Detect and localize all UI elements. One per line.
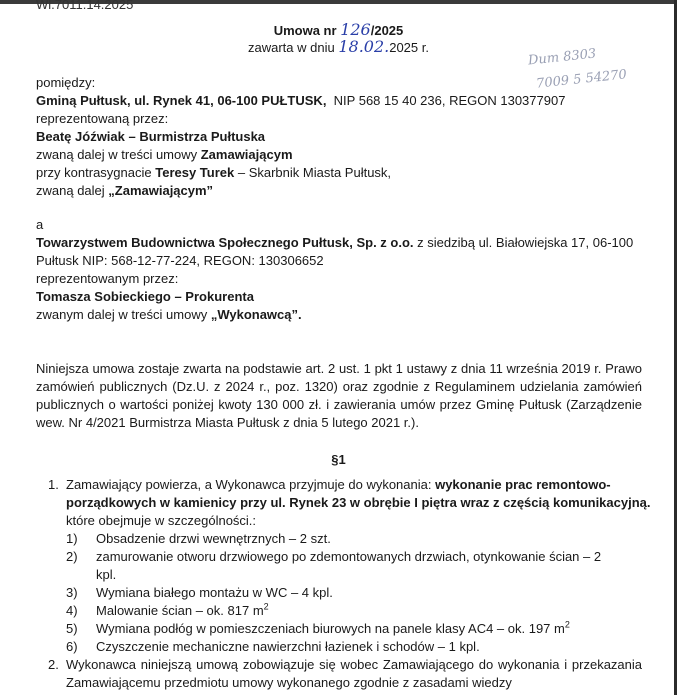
concluded-suffix: 2025 r. xyxy=(389,40,429,55)
point1-number: 1. xyxy=(48,477,59,492)
point1-bold-2: porządkowych w kamienicy przy ul. Rynek 23 w obrębie I piętra wraz z częścią komunikacyjną. xyxy=(66,495,651,510)
point1-line3: które obejmuje w szczególności.: xyxy=(66,513,257,528)
legal-basis-paragraph: Niniejsza umowa zostaje zwarta na podstawie art. 2 ust. 1 pkt 1 ustawy z dnia 11 września 2019 r. Prawo zamówień publicznych (Dz.U. z 2024 r., poz. 1320) oraz zgodnie z Regulaminem udzielania zamówień publicznych o wartości poniżej kwoty 130 000 zł. i zawierania umów przez Gminę Pułtusk (Zarządzenie wew. Nr 4/2021 Burmistrza Miasta Pułtusk z dnia 5 lutego 2021 r.). xyxy=(36,361,642,430)
party1-representative: Beatę Jóźwiak – Burmistrza Pułtuska xyxy=(36,129,266,144)
list-item-text: Obsadzenie drzwi wewnętrznych – 2 szt. xyxy=(96,531,331,546)
title-suffix: /2025 xyxy=(370,23,404,38)
countersign-name: Teresy Turek xyxy=(155,165,235,180)
registry-stamp-line2: 7009 5 54270 xyxy=(535,67,628,92)
point1-line1 xyxy=(66,476,611,494)
called1-prefix: zwaną dalej w treści umowy xyxy=(36,147,201,162)
list-item-number: 1) xyxy=(66,531,78,546)
registry-stamp-line1: Dum 8303 xyxy=(527,46,597,69)
point1-prefix: Zamawiający powierza, a Wykonawca przyjmuje do wykonania: xyxy=(66,477,436,492)
represented-by-label: reprezentowaną przez: xyxy=(36,111,169,126)
countersign-prefix: przy kontrasygnacie xyxy=(36,165,156,180)
party1-line xyxy=(36,92,565,110)
list-item-text: Czyszczenie mechaniczne nawierzchni łazienek i schodów – 1 kpl. xyxy=(96,639,480,654)
called2-bold: „Wykonawcą”. xyxy=(210,307,302,322)
list-item xyxy=(96,620,570,638)
party2-line xyxy=(36,234,633,252)
list-item-text: Malowanie ścian – ok. 817 m xyxy=(96,603,264,618)
list-item-number: 3) xyxy=(66,585,78,600)
point2-number: 2. xyxy=(48,657,59,672)
and-label: a xyxy=(36,217,44,232)
called1b-prefix: zwaną dalej xyxy=(36,183,109,198)
party1-name: Gminą Pułtusk, ul. Rynek 41, 06-100 PUŁTUSK, xyxy=(36,93,327,108)
party2-representative: Tomasza Sobieckiego – Prokurenta xyxy=(36,289,254,304)
superscript: 2 xyxy=(263,601,269,612)
countersign-suffix: – Skarbnik Miasta Pułtusk, xyxy=(234,165,392,180)
between-label: pomiędzy: xyxy=(36,75,96,90)
list-item-number: 4) xyxy=(66,603,78,618)
countersign-line xyxy=(36,164,391,182)
list-item-number: 5) xyxy=(66,621,78,636)
handwritten-date: 18.02. xyxy=(338,37,390,56)
party1-ids: NIP 568 15 40 236, REGON 130377907 xyxy=(333,93,566,108)
list-item-text: Wymiana białego montażu w WC – 4 kpl. xyxy=(96,585,333,600)
list-item-number: 2) xyxy=(66,549,78,564)
list-item-number: 6) xyxy=(66,639,78,654)
called1b-bold: „Zamawiającym” xyxy=(108,183,214,198)
title-prefix: Umowa nr xyxy=(273,23,341,38)
party1-called-line-2 xyxy=(36,182,213,200)
party2-name: Towarzystwem Budownictwa Społecznego Pułtusk, Sp. z o.o. xyxy=(36,235,414,250)
called1-bold: Zamawiającym xyxy=(200,147,293,162)
called2-prefix: zwanym dalej w treści umowy xyxy=(36,307,211,322)
list-item xyxy=(96,602,269,620)
point2-text: Wykonawca niniejszą umową zobowiązuje się wobec Zamawiającego do wykonania i przekazania Zamawiającemu przedmiotu umowy wykonanego zgodnie z zasadami wiedzy xyxy=(66,657,642,690)
list-item-text-continued: kpl. xyxy=(96,567,117,582)
point1-bold-1: wykonanie prac remontowo- xyxy=(435,477,611,492)
superscript: 2 xyxy=(564,619,570,630)
party2-address: z siedzibą ul. Białowiejska 17, 06-100 xyxy=(413,235,634,250)
list-item-text: zamurowanie otworu drzwiowego po zdemontowanych drzwiach, otynkowanie ścian – 2 xyxy=(96,549,602,564)
party1-called-line xyxy=(36,146,293,164)
party2-ids: Pułtusk NIP: 568-12-77-224, REGON: 130306652 xyxy=(36,253,324,268)
section-heading: §1 xyxy=(331,452,346,467)
represented-by-label-2: reprezentowanym przez: xyxy=(36,271,179,286)
concluded-prefix: zawarta w dniu xyxy=(248,40,339,55)
list-item-text: Wymiana podłóg w pomieszczeniach biurowych na panele klasy AC4 – ok. 197 m xyxy=(96,621,565,636)
document-reference: Wl.7011.14.2025 xyxy=(36,0,134,12)
handwritten-contract-number: 126 xyxy=(340,20,371,39)
party2-called-line xyxy=(36,306,302,324)
